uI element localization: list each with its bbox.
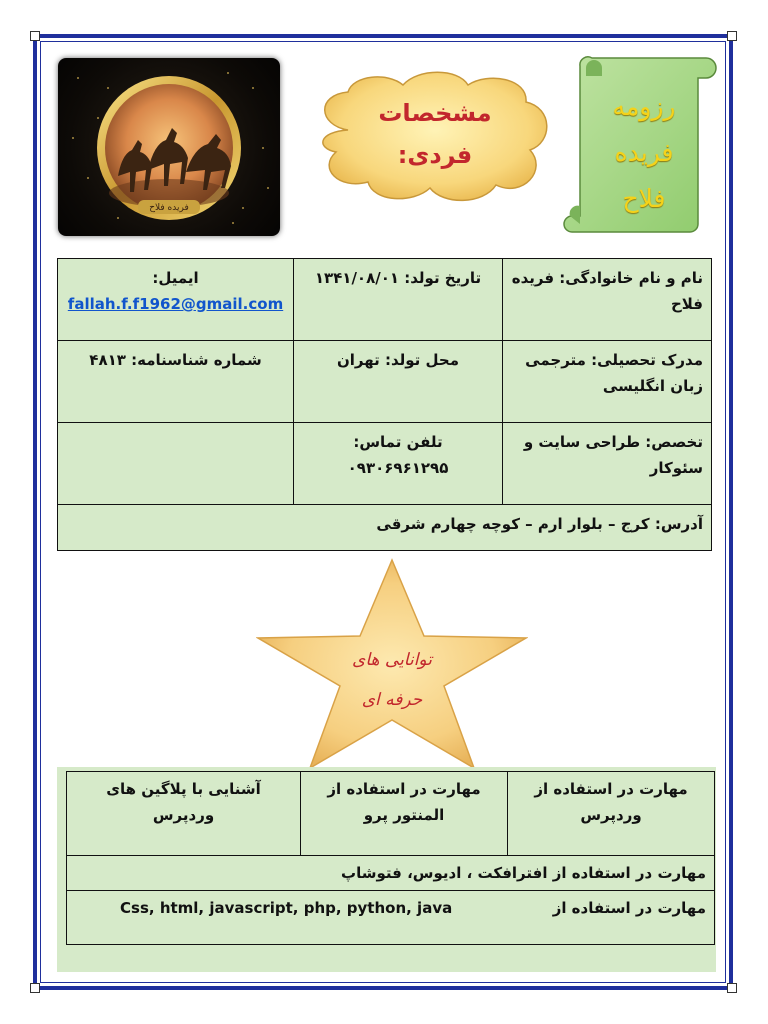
id-number-cell <box>58 341 294 423</box>
education-text: مدرک تحصیلی: مترجمی زبان انگلیسی <box>525 351 703 395</box>
email-link[interactable]: fallah.f.f1962@gmail.com <box>67 295 284 313</box>
birth-place-cell <box>294 341 503 423</box>
cloud-title <box>330 92 540 176</box>
phone-cell <box>294 423 503 505</box>
star-title <box>320 640 464 720</box>
birth-date-cell <box>294 259 503 341</box>
corner-ornament <box>727 983 737 993</box>
skill-languages-cell <box>67 891 715 945</box>
star-title-line1: توانایی های <box>352 650 432 670</box>
skill-wordpress-cell <box>508 772 715 856</box>
birth-place-text: محل تولد: تهران <box>336 351 460 369</box>
specialty-cell <box>503 423 712 505</box>
skill-adobe-text: مهارت در استفاده از افترافکت ، ادیوس، فتوشاپ <box>341 864 706 882</box>
profile-medallion-image <box>58 58 280 236</box>
phone-label: تلفن تماس: <box>353 433 443 451</box>
skill-elementor-cell <box>301 772 508 856</box>
education-cell <box>503 341 712 423</box>
corner-ornament <box>727 31 737 41</box>
email-cell <box>58 259 294 341</box>
birth-date-text: تاریخ تولد: ۱۳۴۱/۰۸/۰۱ <box>314 269 482 287</box>
photo-caption: فریده فلاح <box>149 203 189 213</box>
scroll-title-line3: فلاح <box>622 184 666 213</box>
email-label: ایمیل: <box>152 269 199 287</box>
skill-plugins-text: آشنایی با پلاگین های وردپرس <box>106 780 261 824</box>
cloud-title-line1: مشخصات <box>378 99 492 127</box>
skill-adobe-cell <box>67 856 715 891</box>
corner-ornament <box>30 983 40 993</box>
scroll-title <box>585 84 703 222</box>
phone-number: ۰۹۳۰۶۹۶۱۲۹۵ <box>347 459 449 477</box>
cloud-title-line2: فردی: <box>397 141 473 169</box>
id-number-text: شماره شناسنامه: ۴۸۱۳ <box>89 351 262 369</box>
skill-elementor-text: مهارت در استفاده از المنتور پرو <box>327 780 481 824</box>
skill-wordpress-text: مهارت در استفاده از وردپرس <box>534 780 688 824</box>
name-text: نام و نام خانوادگی: فریده فلاح <box>511 269 703 313</box>
specialty-text: تخصص: طراحی سایت و سئوکار <box>523 433 703 477</box>
star-title-line2: حرفه ای <box>361 690 423 710</box>
name-cell <box>503 259 712 341</box>
personal-info-table <box>57 258 712 551</box>
skill-plugins-cell <box>67 772 301 856</box>
address-text: آدرس: کرج – بلوار ارم – کوچه چهارم شرقی <box>376 515 703 533</box>
address-cell <box>58 505 712 551</box>
skills-table <box>66 771 715 945</box>
scroll-title-line2: فریده <box>614 138 674 167</box>
corner-ornament <box>30 31 40 41</box>
skill-languages-text: Css, html, javascript, php, python, java <box>120 899 453 917</box>
skill-languages-label: مهارت در استفاده از <box>552 899 706 917</box>
scroll-title-line1: رزومه <box>612 92 676 121</box>
empty-cell <box>58 423 294 505</box>
